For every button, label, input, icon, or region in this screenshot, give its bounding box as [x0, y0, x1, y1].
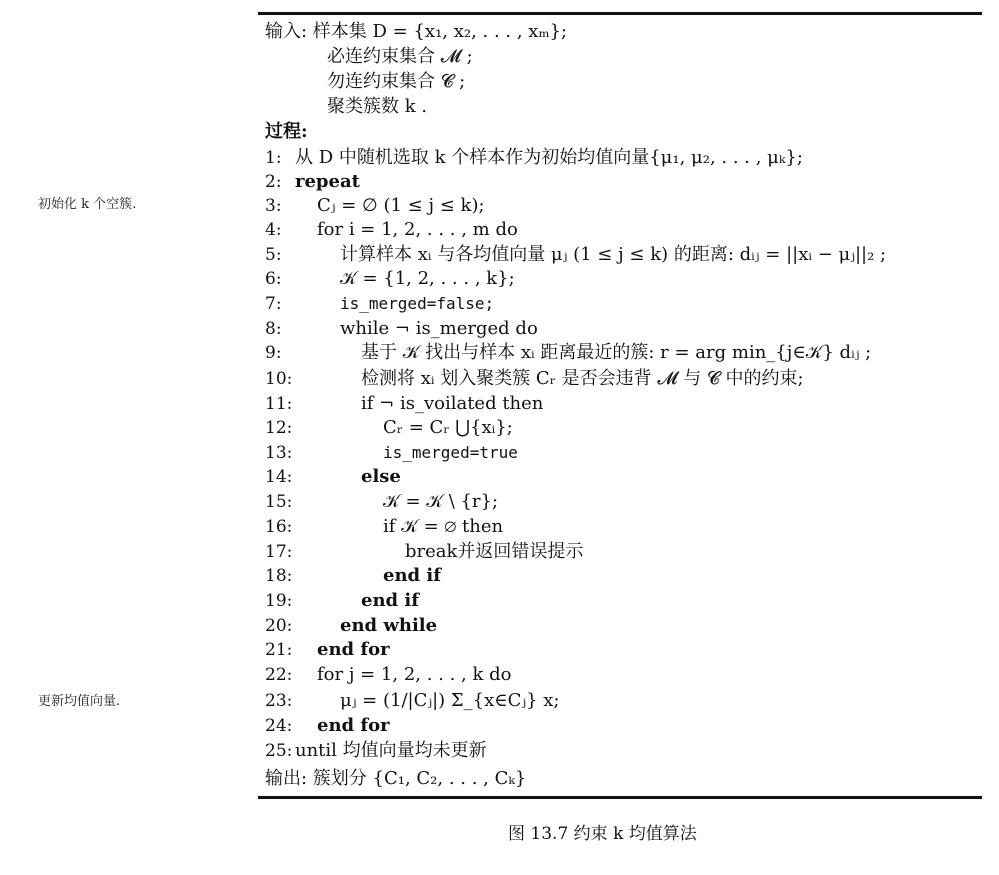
line-number: 9: [265, 343, 282, 363]
algorithm-clusters: 聚类簇数 k . [327, 96, 428, 117]
line-number: 11: [265, 394, 293, 414]
line-text: end while [340, 615, 438, 636]
line-text: for i = 1, 2, . . . , m do [317, 219, 518, 240]
line-number: 7: [265, 294, 282, 314]
line-number: 13: [265, 443, 293, 463]
line-number: 23: [265, 691, 293, 711]
line-text: μⱼ = (1/|Cⱼ|) Σ_{x∈Cⱼ} x; [340, 690, 560, 711]
line-text: Cᵣ = Cᵣ ⋃{xᵢ}; [383, 417, 513, 438]
line-text: break并返回错误提示 [405, 541, 584, 562]
line-number: 25: [265, 741, 293, 761]
side-note-init: 初始化 k 个空簇. [38, 197, 137, 212]
line-number: 4: [265, 220, 282, 240]
line-number: 18: [265, 566, 293, 586]
line-text: end for [317, 715, 390, 736]
line-text: 从 D 中随机选取 k 个样本作为初始均值向量{μ₁, μ₂, . . . , μₖ}; [295, 147, 803, 168]
line-text: 计算样本 xᵢ 与各均值向量 μⱼ (1 ≤ j ≤ k) 的距离: dᵢⱼ = ||xᵢ − μⱼ||₂ ; [340, 244, 887, 265]
line-text: while ¬ is_merged do [340, 318, 538, 339]
line-number: 20: [265, 616, 293, 636]
line-number: 24: [265, 716, 293, 736]
line-number: 16: [265, 517, 293, 537]
line-text: for j = 1, 2, . . . , k do [317, 664, 512, 685]
line-number: 5: [265, 245, 282, 265]
line-number: 8: [265, 319, 282, 339]
line-text: 基于 𝒦 找出与样本 xᵢ 距离最近的簇: r = arg min_{j∈𝒦} dᵢⱼ ; [361, 342, 872, 363]
line-number: 3: [265, 196, 282, 216]
top-rule [258, 12, 982, 15]
line-number: 15: [265, 492, 293, 512]
line-text: if ¬ is_voilated then [361, 393, 544, 414]
algorithm-input: 输入: 样本集 D = {x₁, x₂, . . . , xₘ}; [265, 21, 568, 42]
line-text: end if [361, 590, 419, 611]
line-text: repeat [295, 171, 360, 192]
line-text: else [361, 466, 401, 487]
line-number: 21: [265, 640, 293, 660]
line-number: 22: [265, 665, 293, 685]
line-text: if 𝒦 = ∅ then [383, 516, 504, 537]
figure-caption: 图 13.7 约束 k 均值算法 [508, 824, 697, 844]
algorithm-must-link: 必连约束集合 𝓜 ; [327, 46, 473, 67]
line-text: is_merged=true [383, 443, 518, 462]
line-text: end for [317, 639, 390, 660]
line-text: end if [383, 565, 441, 586]
line-number: 14: [265, 467, 293, 487]
line-text: 𝒦 = 𝒦 \ {r}; [383, 491, 499, 512]
line-text: 检测将 xᵢ 划入聚类簇 Cᵣ 是否会违背 𝓜 与 𝓒 中的约束; [361, 368, 804, 389]
line-text: is_merged=false; [340, 294, 495, 313]
side-note-update: 更新均值向量. [38, 694, 121, 709]
line-number: 1: [265, 148, 282, 168]
line-number: 17: [265, 542, 293, 562]
algorithm-process-label: 过程: [265, 121, 308, 142]
algorithm-output: 输出: 簇划分 {C₁, C₂, . . . , Cₖ} [265, 768, 527, 789]
line-number: 10: [265, 369, 293, 389]
bottom-rule [258, 796, 982, 799]
line-text: until 均值向量均未更新 [295, 740, 487, 761]
line-text: Cⱼ = ∅ (1 ≤ j ≤ k); [317, 195, 485, 216]
line-number: 19: [265, 591, 293, 611]
line-number: 12: [265, 418, 293, 438]
line-number: 2: [265, 172, 282, 192]
line-text: 𝒦 = {1, 2, . . . , k}; [340, 268, 515, 289]
algorithm-cannot-link: 勿连约束集合 𝓒 ; [327, 71, 466, 92]
line-number: 6: [265, 269, 282, 289]
